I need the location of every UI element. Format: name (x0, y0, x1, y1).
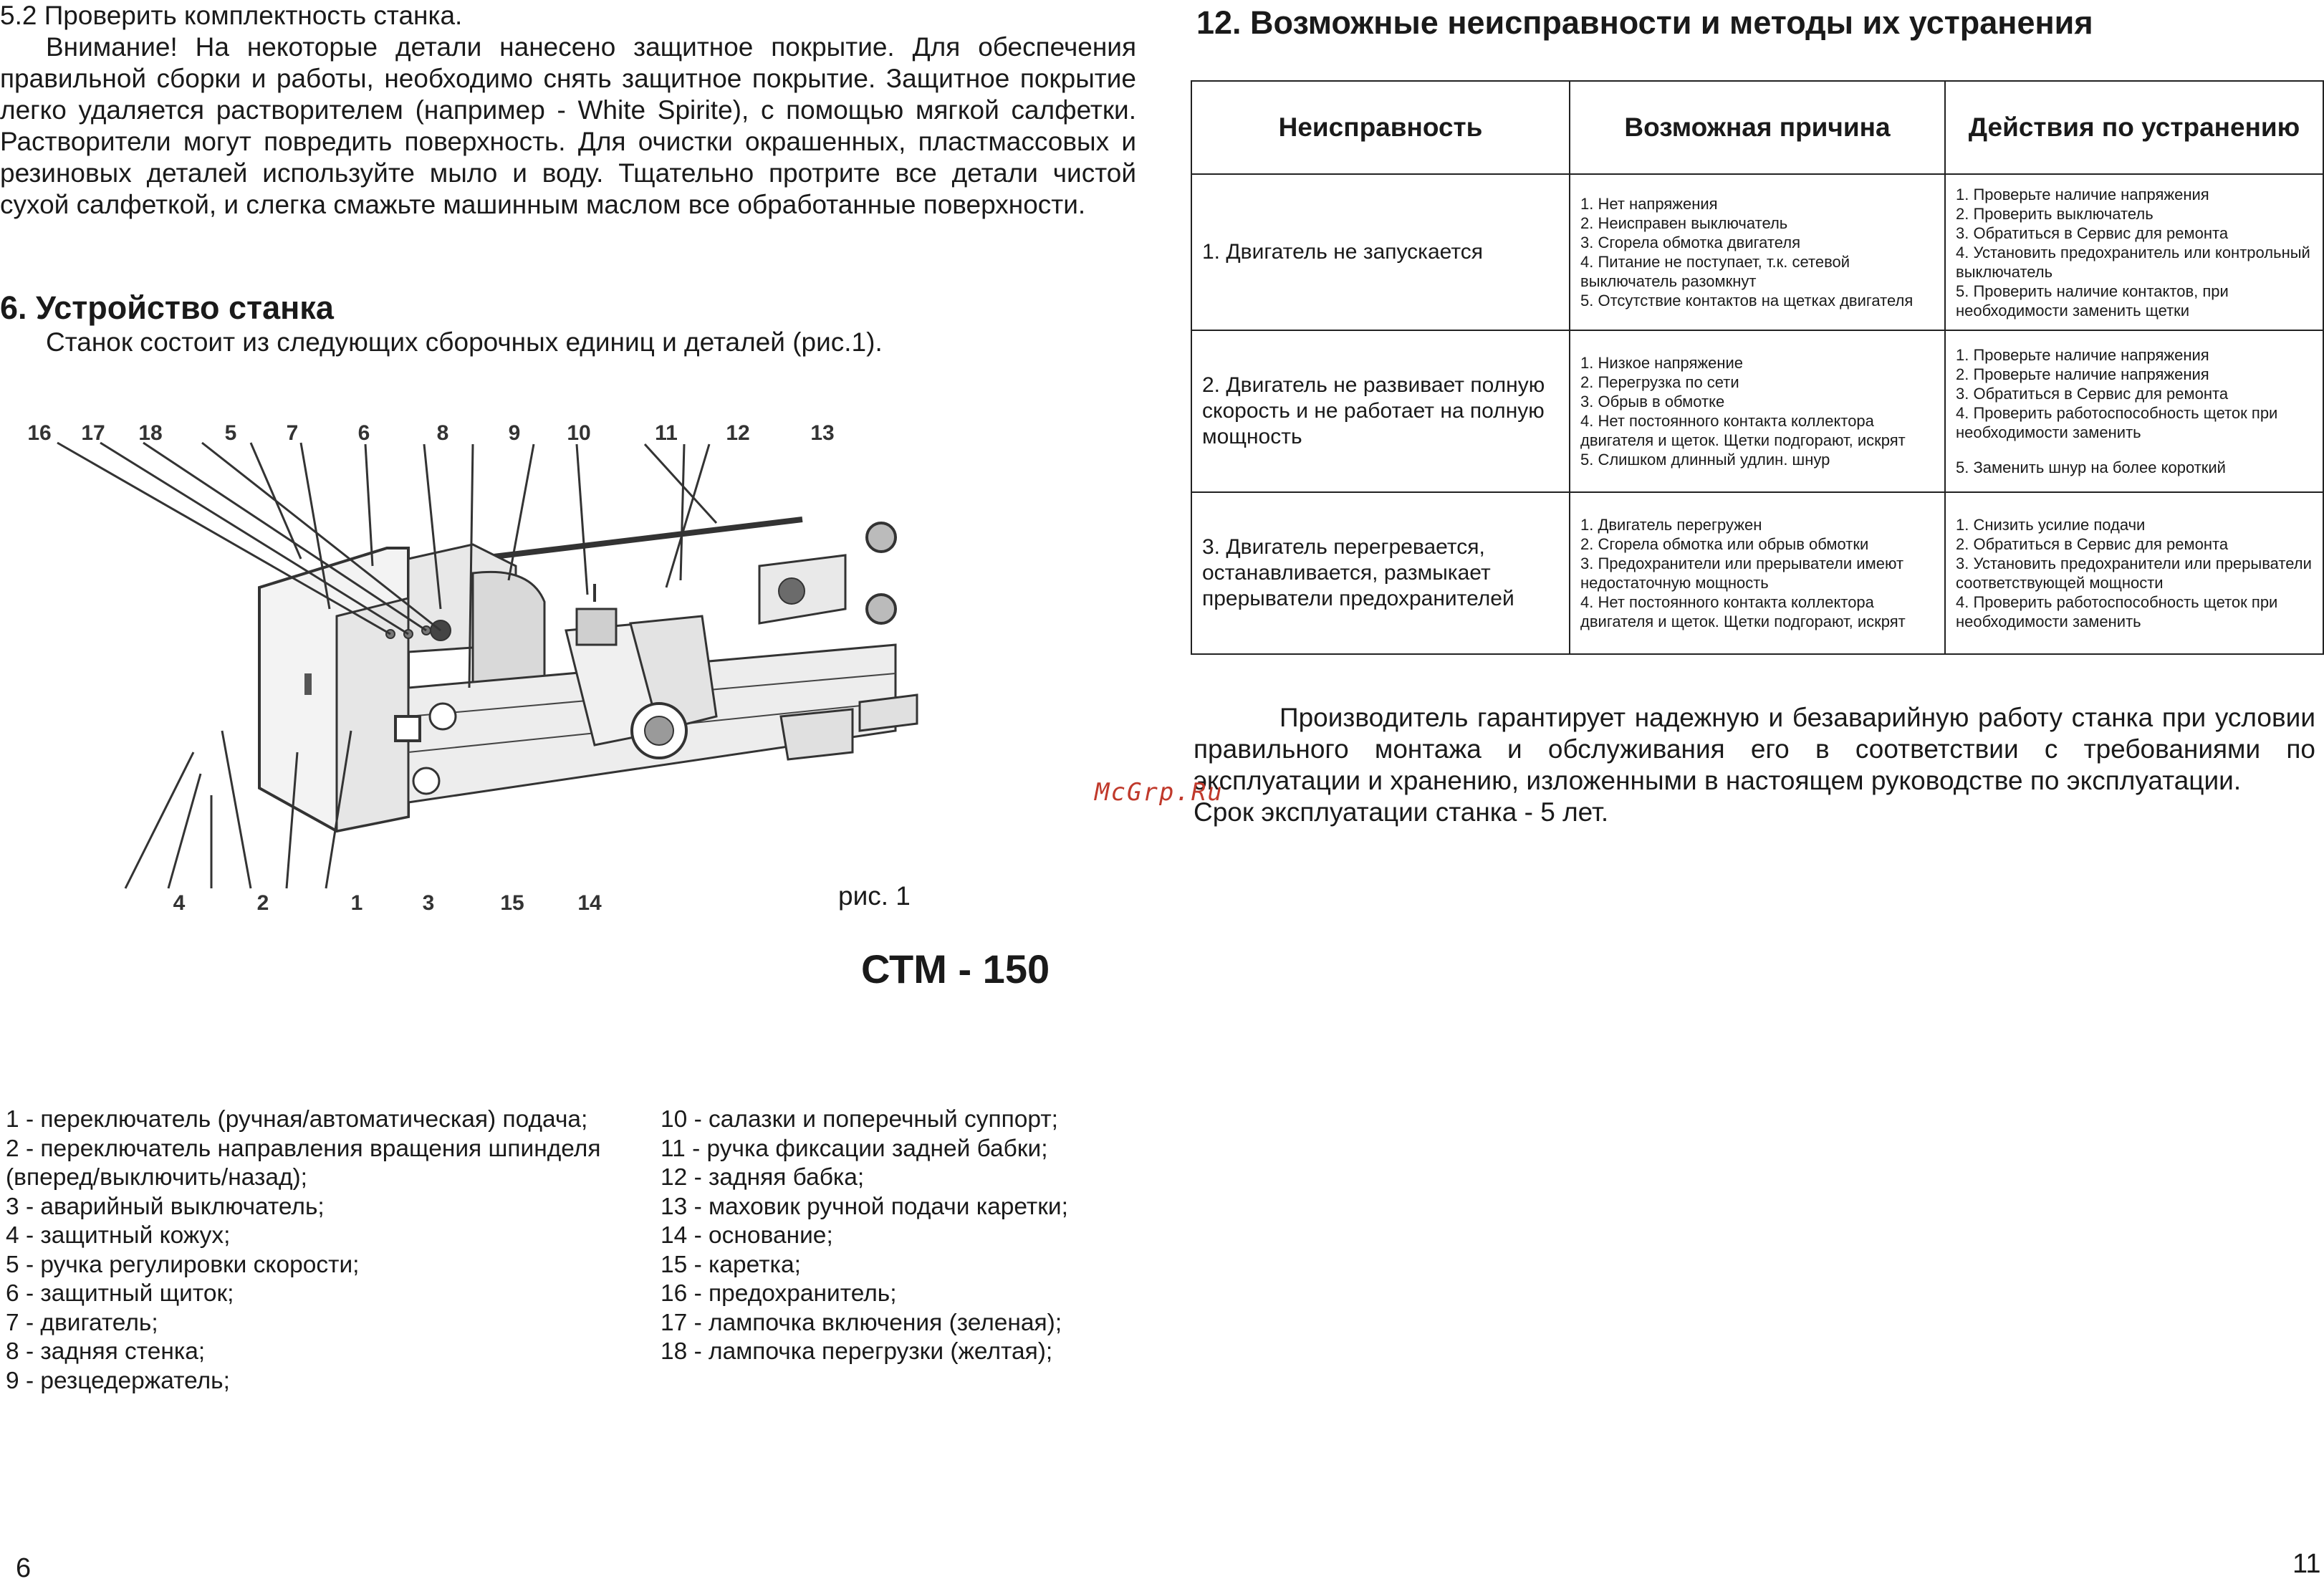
tailstock-lock-handle (779, 578, 805, 604)
callout-number: 1 (350, 891, 363, 915)
legend-item: 12 - задняя бабка; (661, 1164, 865, 1191)
check-completeness-line: 5.2 Проверить комплектность станка. (0, 1, 463, 30)
protective-coating-paragraph: Внимание! На некоторые детали нанесено защитное покрытие. Для обеспечения правильной сборки и работы, необходимо снять защитное покрытие. Защитное покрытие легко удаляется растворителем (например - White Spirite), с помощью мягкой салфетки. Растворители могут повредить поверхность. Для очистки окрашенных, пластмассовых и резиновых деталей используйте мыло и воду. Тщательно протрите все детали чистой сухой салфеткой, и слегка смажьте машинным маслом все обработанные поверхности. (0, 32, 1136, 219)
callout-number: 6 (357, 421, 370, 445)
cause-item: 2. Сгорела обмотка или обрыв обмотки (1580, 535, 1869, 553)
section-title-device: 6. Устройство станка (0, 289, 334, 326)
callout-number: 13 (810, 421, 835, 445)
parts-legend-left (6, 1105, 650, 1396)
legend-item: 14 - основание; (661, 1222, 833, 1249)
figure-caption: рис. 1 (838, 881, 911, 911)
model-name: СТМ - 150 (861, 946, 1050, 992)
faults-table-header (1191, 81, 2323, 174)
legend-item: (вперед/выключить/назад); (6, 1164, 307, 1191)
page-number-right: 11 (2292, 1549, 2321, 1579)
legend-item: 6 - защитный щиток; (6, 1280, 234, 1307)
callout-number: 2 (256, 891, 269, 915)
legend-item: 3 - аварийный выключатель; (6, 1193, 325, 1220)
cause-item: 5. Отсутствие контактов на щетках двигателя (1580, 292, 1914, 309)
callout-number: 10 (567, 421, 591, 445)
fault-description: 2. Двигатель не развивает полную скорость и не работает на полную мощность (1191, 330, 1570, 492)
warranty-paragraph: Производитель гарантирует надежную и безаварийную работу станка при условии правильного монтажа и обслуживания его в соответствии с требованиями по эксплуатации и хранению, изложенными в настоящем руководстве по эксплуатации. (1194, 703, 2315, 795)
tool-post (577, 609, 616, 645)
header-cause: Возможная причина (1570, 81, 1945, 174)
section-title-faults: 12. Возможные неисправности и методы их устранения (1196, 4, 2093, 41)
action-item: 4. Проверить работоспособность щеток при необходимости заменить (1956, 593, 2278, 630)
legend-item: 9 - резцедержатель; (6, 1367, 230, 1394)
action-item: 1. Проверьте наличие напряжения (1956, 346, 2209, 364)
cause-item: 1. Низкое напряжение (1580, 354, 1744, 372)
action-item (1956, 442, 2313, 458)
action-item: 4. Проверить работоспособность щеток при необходимости заменить (1956, 404, 2278, 441)
cause-item: 3. Предохранители или прерыватели имеют недостаточную мощность (1580, 555, 1904, 592)
cause-item: 2. Неисправен выключатель (1580, 214, 1788, 232)
section-intro-device: Станок состоит из следующих сборочных единиц и деталей (рис.1). (46, 327, 883, 357)
action-item: 3. Обратиться в Сервис для ремонта (1956, 224, 2229, 242)
legend-item: 18 - лампочка перегрузки (желтая); (661, 1338, 1053, 1365)
cause-item: 4. Нет постоянного контакта коллектора двигателя и щеток. Щетки подгорают, искрят (1580, 593, 1906, 630)
action-item: 3. Обратиться в Сервис для ремонта (1956, 385, 2229, 403)
feed-handwheel (867, 523, 895, 552)
intro-text (0, 0, 1136, 221)
header-fault: Неисправность (1191, 81, 1570, 174)
service-life: Срок эксплуатации станка - 5 лет. (1194, 797, 1609, 827)
fault-causes (1570, 330, 1945, 492)
legend-item: 16 - предохранитель; (661, 1280, 897, 1307)
header-action: Действия по устранению (1945, 81, 2323, 174)
action-item: 5. Заменить шнур на более короткий (1956, 459, 2226, 476)
lathe-figure (27, 416, 989, 917)
fault-actions (1945, 330, 2323, 492)
action-item: 4. Установить предохранитель или контрольный выключатель (1956, 243, 2310, 281)
cause-item: 5. Слишком длинный удлин. шнур (1580, 451, 1830, 469)
callout-number: 12 (726, 421, 750, 445)
cause-item: 1. Двигатель перегружен (1580, 516, 1762, 534)
action-item: 1. Снизить усилие подачи (1956, 516, 2146, 534)
legend-item: 11 - ручка фиксации задней бабки; (661, 1135, 1048, 1162)
legend-item: 17 - лампочка включения (зеленая); (661, 1309, 1062, 1336)
callout-number: 15 (500, 891, 524, 915)
fault-causes (1570, 174, 1945, 330)
legend-item: 1 - переключатель (ручная/автоматическая) подача; (6, 1106, 588, 1133)
callout-number: 11 (655, 421, 678, 445)
legend-item: 8 - задняя стенка; (6, 1338, 206, 1365)
watermark: McGrp.Ru (1095, 778, 1224, 807)
callout-number: 9 (508, 421, 521, 445)
fault-row (1191, 174, 2323, 330)
direction-switch (395, 716, 420, 741)
legend-item: 4 - защитный кожух; (6, 1222, 231, 1249)
action-item: 2. Обратиться в Сервис для ремонта (1956, 535, 2229, 553)
fault-row (1191, 330, 2323, 492)
legend-item: 2 - переключатель направления вращения шпинделя (6, 1135, 601, 1162)
feed-switch (413, 768, 439, 794)
callout-number: 18 (138, 421, 163, 445)
callout-number: 3 (422, 891, 435, 915)
faults-table (1191, 80, 2324, 655)
emergency-stop (430, 704, 456, 729)
fault-causes (1570, 492, 1945, 654)
callout-number: 4 (173, 891, 186, 915)
legend-item: 15 - каретка; (661, 1251, 801, 1278)
fault-row (1191, 492, 2323, 654)
callout-number: 16 (27, 421, 52, 445)
base (781, 709, 853, 759)
callout-number: 8 (436, 421, 449, 445)
cause-item: 2. Перегрузка по сети (1580, 373, 1739, 391)
action-item: 1. Проверьте наличие напряжения (1956, 185, 2209, 203)
callout-number: 14 (577, 891, 602, 915)
legend-item: 5 - ручка регулировки скорости; (6, 1251, 360, 1278)
callout-number: 5 (224, 421, 237, 445)
action-item: 5. Проверить наличие контактов, при необходимости заменить щетки (1956, 282, 2229, 320)
cause-item: 1. Нет напряжения (1580, 195, 1718, 213)
cause-item: 3. Сгорела обмотка двигателя (1580, 234, 1801, 251)
action-item: 3. Установить предохранители или прерыватели соответствующей мощности (1956, 555, 2312, 592)
cause-item: 3. Обрыв в обмотке (1580, 393, 1725, 411)
fault-description: 3. Двигатель перегревается, останавливается, размыкает прерыватели предохранителей (1191, 492, 1570, 654)
parts-legend-right (661, 1105, 1162, 1367)
fault-actions (1945, 174, 2323, 330)
fault-description: 1. Двигатель не запускается (1191, 174, 1570, 330)
legend-item: 13 - маховик ручной подачи каретки; (661, 1193, 1068, 1220)
legend-item: 7 - двигатель; (6, 1309, 158, 1336)
cause-item: 4. Нет постоянного контакта коллектора двигателя и щеток. Щетки подгорают, искрят (1580, 412, 1906, 449)
callout-number: 7 (286, 421, 299, 445)
callout-number: 17 (81, 421, 105, 445)
page-number-left: 6 (16, 1553, 32, 1583)
warranty-text (1194, 702, 2315, 828)
action-item: 2. Проверьте наличие напряжения (1956, 365, 2209, 383)
cause-item: 4. Питание не поступает, т.к. сетевой выключатель разомкнут (1580, 253, 1850, 290)
fault-actions (1945, 492, 2323, 654)
action-item: 2. Проверить выключатель (1956, 204, 2153, 223)
legend-item: 10 - салазки и поперечный суппорт; (661, 1106, 1058, 1133)
